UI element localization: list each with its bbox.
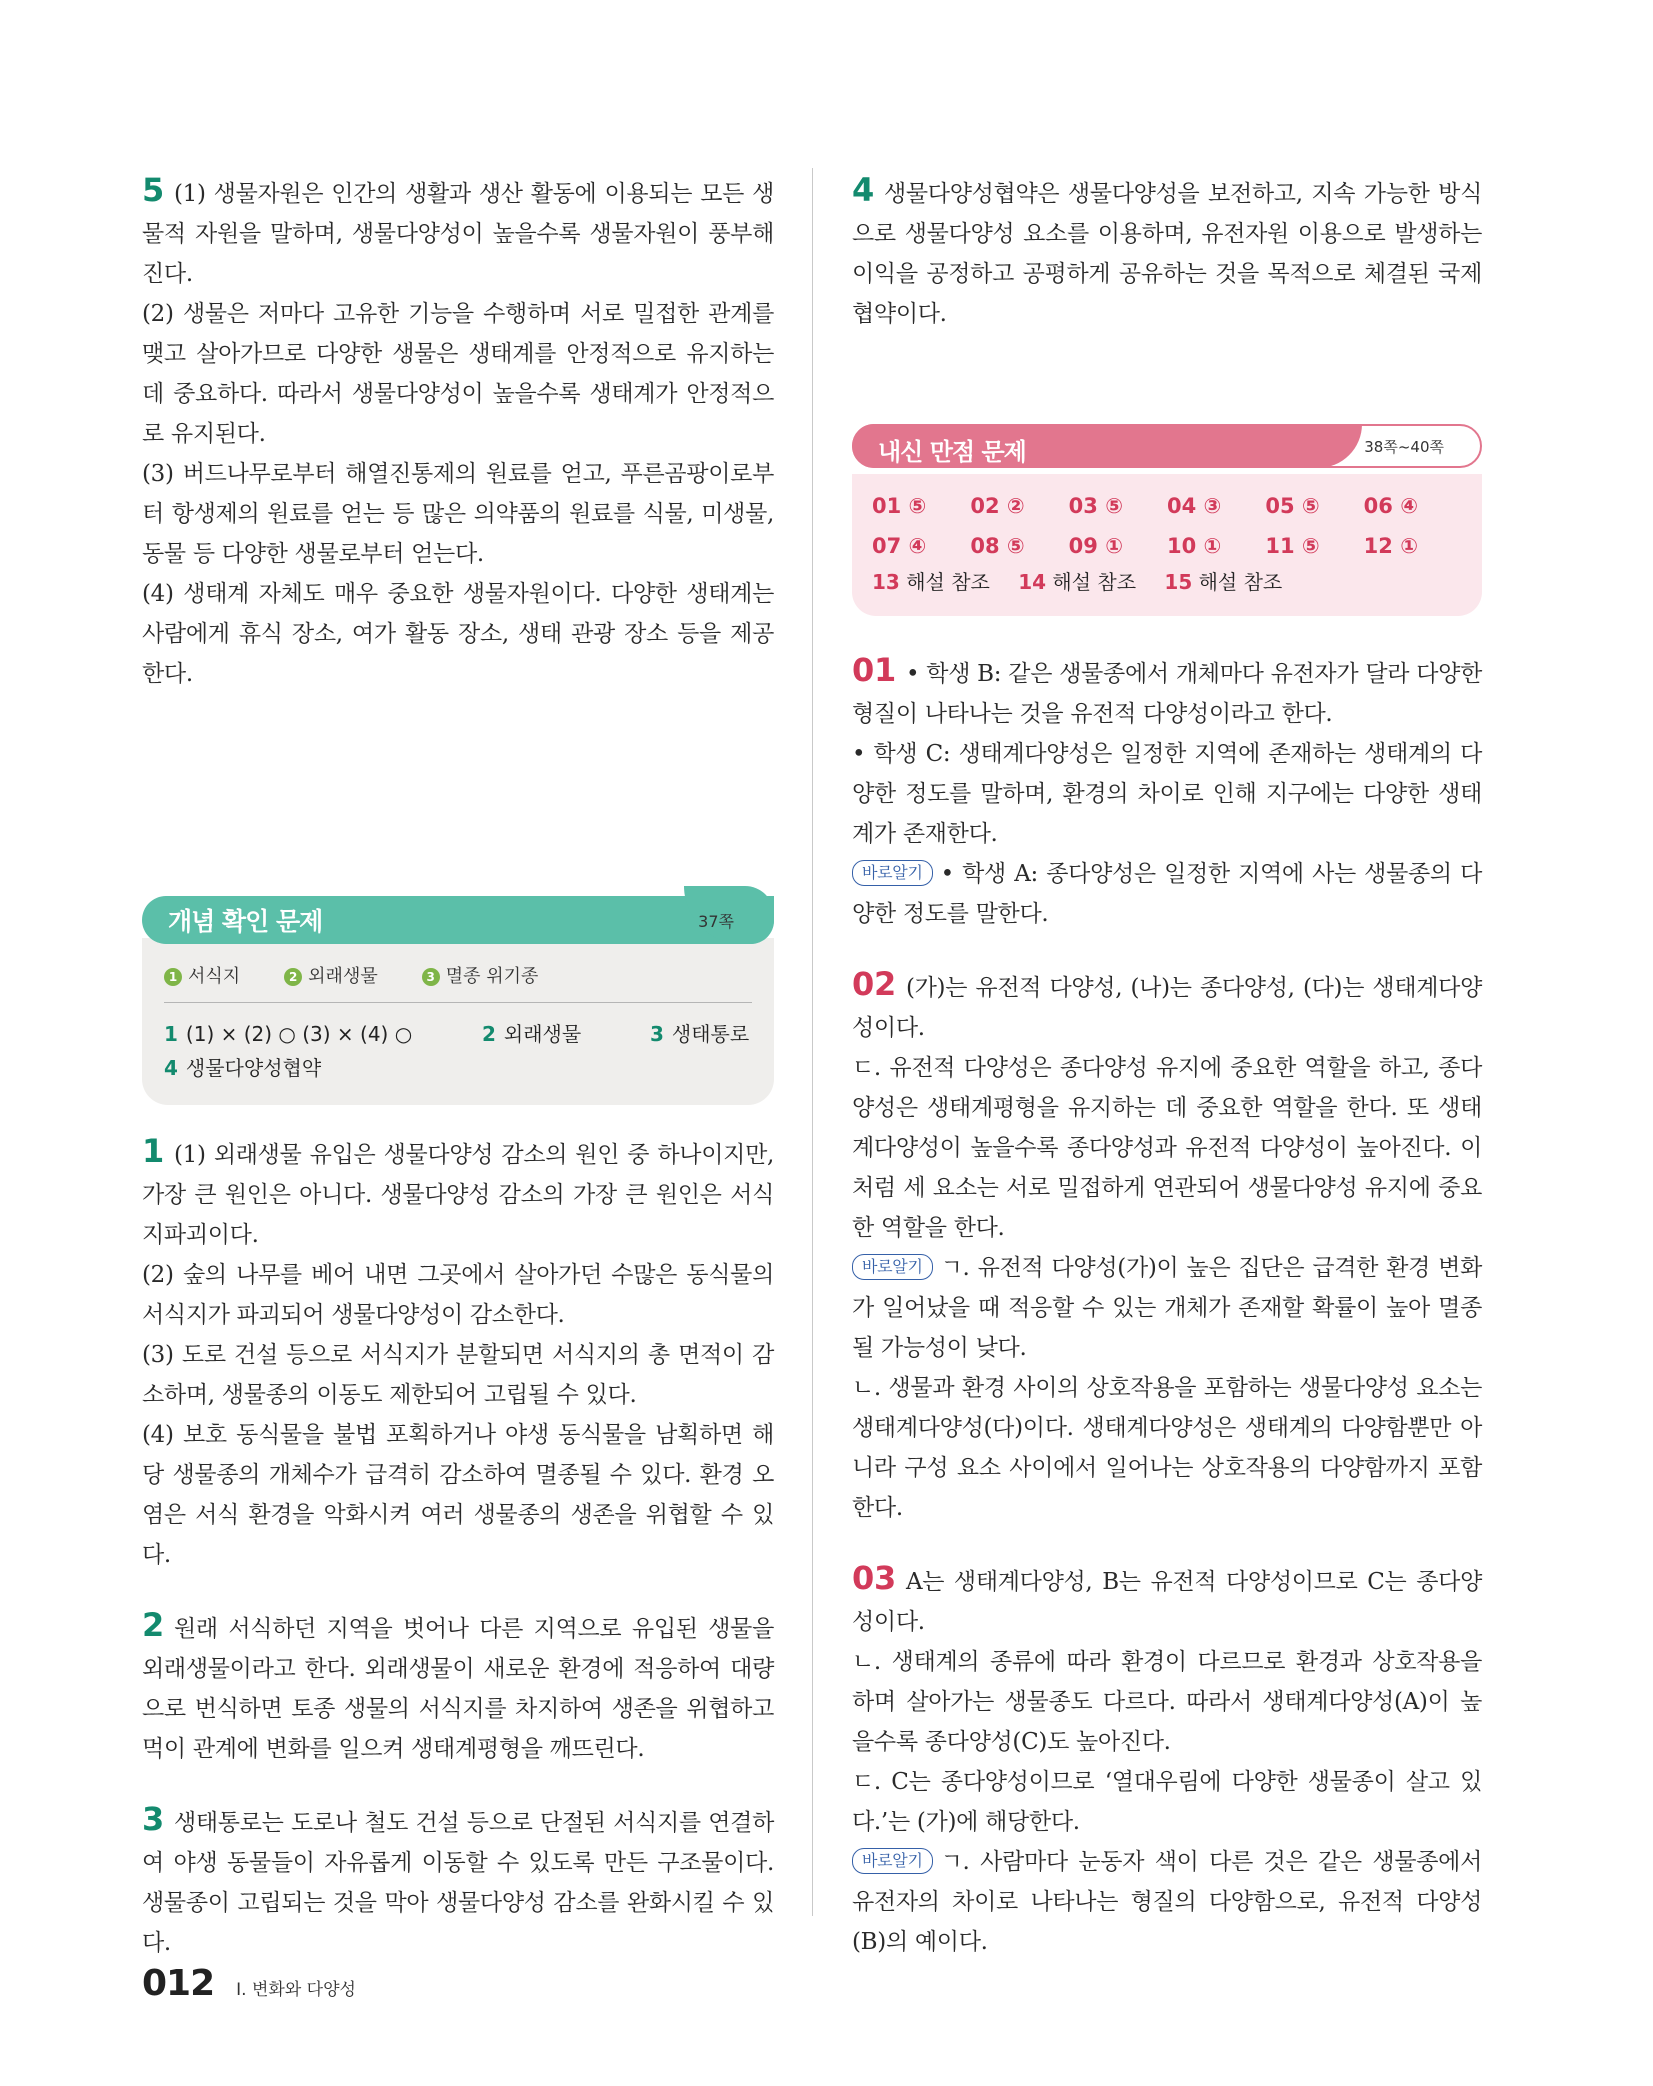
q03-p4: 바로알기 ㄱ. 사람마다 눈동자 색이 다른 것은 같은 생물종에서 유전자의 차이로 나타나는 형질의 다양함으로, 유전적 다양성(B)의 예이다. [852,1849,1482,1955]
q01-p1: 01 • 학생 B: 같은 생물종에서 개체마다 유전자가 달라 다양한 형질이 나타나는 것을 유전적 다양성이라고 한다. [852,651,1482,727]
exam-body [852,474,1482,616]
correction-tag: 바로알기 [852,1254,933,1280]
keyword-row [164,962,752,1003]
exam-answer: 11 ⑤ [1265,534,1320,558]
concept-answer-row [164,1051,752,1085]
concept-answer-4: 4 생물다양성협약 [164,1056,322,1080]
answer-1-p4: (4) 보호 동식물을 불법 포획하거나 야생 동식물을 남획하면 해당 생물종의 개체수가 급격히 감소하여 멸종될 수 있다. 환경 오염은 서식 환경을 악화시켜 여러 생물종의 생존을 위협할 수 있다. [142,1422,774,1568]
q03-p1: 03 A는 생태계다양성, B는 유전적 다양성이므로 C는 종다양성이다. [852,1559,1482,1635]
exam-box [852,424,1482,616]
answer-5-p3: (3) 버드나무로부터 해열진통제의 원료를 얻고, 푸른곰팡이로부터 항생제의 원료를 얻는 등 많은 의약품의 원료를 식물, 미생물, 동물 등 다양한 생물로부터 얻는다. [142,461,774,567]
page-footer [142,1963,356,2004]
concept-check-title: 개념 확인 문제 [168,907,323,936]
exam-answer: 08 ⑤ [970,534,1025,558]
exam-answer: 05 ⑤ [1265,494,1320,518]
left-column [142,170,774,1963]
answer-5-p1: 5 (1) 생물자원은 인간의 생활과 생산 활동에 이용되는 모든 생물적 자원을 말하며, 생물다양성이 높을수록 생물자원이 풍부해진다. [142,171,774,287]
answer-5-p2: (2) 생물은 저마다 고유한 기능을 수행하며 서로 밀접한 관계를 맺고 살아가므로 다양한 생물은 생태계를 안정적으로 유지하는 데 중요하다. 따라서 생물다양성이 높을수록 생태계가 안정적으로 유지된다. [142,301,774,447]
exam-answer: 12 ① [1363,534,1418,558]
q02-p2: ㄷ. 유전적 다양성은 종다양성 유지에 중요한 역할을 하고, 종다양성은 생태계평형을 유지하는 데 중요한 역할을 한다. 또 생태계다양성이 높을수록 종다양성과 유전적 다양성이 높아진다. 이처럼 세 요소는 서로 밀접하게 연관되어 생물다양성 유지에 중요한 역할을 한다. [852,1055,1482,1241]
question-02 [852,964,1482,1528]
question-03 [852,1558,1482,1962]
correction-tag: 바로알기 [852,1848,933,1874]
keyword-item: 1 서식지 [164,962,240,988]
answer-5 [142,170,774,694]
concept-check-box [142,896,774,1105]
answer-number: 1 [142,1132,164,1170]
exam-answer: 02 ② [970,494,1025,518]
concept-check-header [142,896,774,944]
exam-answer: 09 ① [1068,534,1123,558]
answer-1-p3: (3) 도로 건설 등으로 서식지가 분할되면 서식지의 총 면적이 감소하며, 생물종의 이동도 제한되어 고립될 수 있다. [142,1342,774,1408]
answer-number: 3 [142,1800,164,1838]
column-divider [812,168,813,1916]
question-number: 02 [852,965,896,1003]
exam-answer-grid [872,488,1462,564]
number-circle-icon: 2 [284,968,302,986]
question-number: 03 [852,1559,896,1597]
exam-answer: 04 ③ [1167,494,1222,518]
right-column [852,170,1482,1962]
number-circle-icon: 3 [422,968,440,986]
exam-answer: 07 ④ [872,534,927,558]
q03-p3: ㄷ. C는 종다양성이므로 ‘열대우림에 다양한 생물종이 살고 있다.’는 (가)에 해당한다. [852,1769,1482,1835]
answer-3 [142,1799,774,1963]
exam-extra-row: 13 해설 참조 14 해설 참조 15 해설 참조 [872,570,1283,594]
number-circle-icon: 1 [164,968,182,986]
answer-4-p1: 4 생물다양성협약은 생물다양성을 보전하고, 지속 가능한 방식으로 생물다양성 요소를 이용하며, 유전자원 이용으로 발생하는 이익을 공정하고 공평하게 공유하는 것을 목적으로 체결된 국제 협약이다. [852,171,1482,327]
answer-5-p4: (4) 생태계 자체도 매우 중요한 생물자원이다. 다양한 생태계는 사람에게 휴식 장소, 여가 활동 장소, 생태 관광 장소 등을 제공한다. [142,581,774,687]
chapter-title: I. 변화와 다양성 [236,1980,356,2000]
question-number: 01 [852,651,896,689]
concept-answer-2: 2 외래생물 [482,1022,582,1046]
exam-answer: 10 ① [1167,534,1222,558]
answer-number: 5 [142,171,164,209]
q02-p1: 02 (가)는 유전적 다양성, (나)는 종다양성, (다)는 생태계다양성이다. [852,965,1482,1041]
page-number: 012 [142,1963,215,2004]
exam-answer: 01 ⑤ [872,494,927,518]
answer-number: 4 [852,171,874,209]
exam-answer: 03 ⑤ [1068,494,1123,518]
q03-p2: ㄴ. 생태계의 종류에 따라 환경이 다르므로 환경과 상호작용을 하며 살아가는 생물종도 다르다. 따라서 생태계다양성(A)이 높을수록 종다양성(C)도 높아진다. [852,1649,1482,1755]
answer-3-p1: 3 생태통로는 도로나 철도 건설 등으로 단절된 서식지를 연결하여 야생 동물들이 자유롭게 이동할 수 있도록 만든 구조물이다. 생물종이 고립되는 것을 막아 생물다양성 감소를 완화시킬 수 있다. [142,1800,774,1956]
answer-4 [852,170,1482,334]
concept-check-pages: 37쪽 [698,911,734,931]
answer-2-p1: 2 원래 서식하던 지역을 벗어나 다른 지역으로 유입된 생물을 외래생물이라고 한다. 외래생물이 새로운 환경에 적응하여 대량으로 번식하면 토종 생물의 서식지를 차지하여 생존을 위협하고 먹이 관계에 변화를 일으켜 생태계평형을 깨뜨린다. [142,1606,774,1762]
keyword-item: 3 멸종 위기종 [422,962,539,988]
concept-answer-1: 1 (1) × (2) ○ (3) × (4) ○ [164,1022,413,1046]
question-01 [852,650,1482,934]
correction-tag: 바로알기 [852,860,933,886]
exam-pages: 38쪽~40쪽 [1364,438,1444,456]
answer-1-p1: 1 (1) 외래생물 유입은 생물다양성 감소의 원인 중 하나이지만, 가장 큰 원인은 아니다. 생물다양성 감소의 가장 큰 원인은 서식지파괴이다. [142,1132,774,1248]
concept-answer-row [164,1003,752,1051]
answer-1-p2: (2) 숲의 나무를 베어 내면 그곳에서 살아가던 수많은 동식물의 서식지가 파괴되어 생물다양성이 감소한다. [142,1262,774,1328]
q01-p2: • 학생 C: 생태계다양성은 일정한 지역에 존재하는 생태계의 다양한 정도를 말하며, 환경의 차이로 인해 지구에는 다양한 생태계가 존재한다. [852,741,1482,847]
q01-p3: 바로알기 • 학생 A: 종다양성은 일정한 지역에 사는 생물종의 다양한 정도를 말한다. [852,861,1482,927]
answer-1 [142,1131,774,1575]
answer-2 [142,1605,774,1769]
keyword-item: 2 외래생물 [284,962,378,988]
exam-title: 내신 만점 문제 [878,438,1026,466]
q02-p4: ㄴ. 생물과 환경 사이의 상호작용을 포함하는 생물다양성 요소는 생태계다양성(다)이다. 생태계다양성은 생태계의 다양함뿐만 아니라 구성 요소 사이에서 일어나는 상호작용의 다양함까지 포함한다. [852,1375,1482,1521]
concept-answer-3: 3 생태통로 [650,1022,750,1046]
exam-answer: 06 ④ [1363,494,1418,518]
exam-header [852,424,1482,468]
concept-check-body [142,938,774,1105]
q02-p3: 바로알기 ㄱ. 유전적 다양성(가)이 높은 집단은 급격한 환경 변화가 일어났을 때 적응할 수 있는 개체가 존재할 확률이 높아 멸종될 가능성이 낮다. [852,1255,1482,1361]
answer-number: 2 [142,1606,164,1644]
